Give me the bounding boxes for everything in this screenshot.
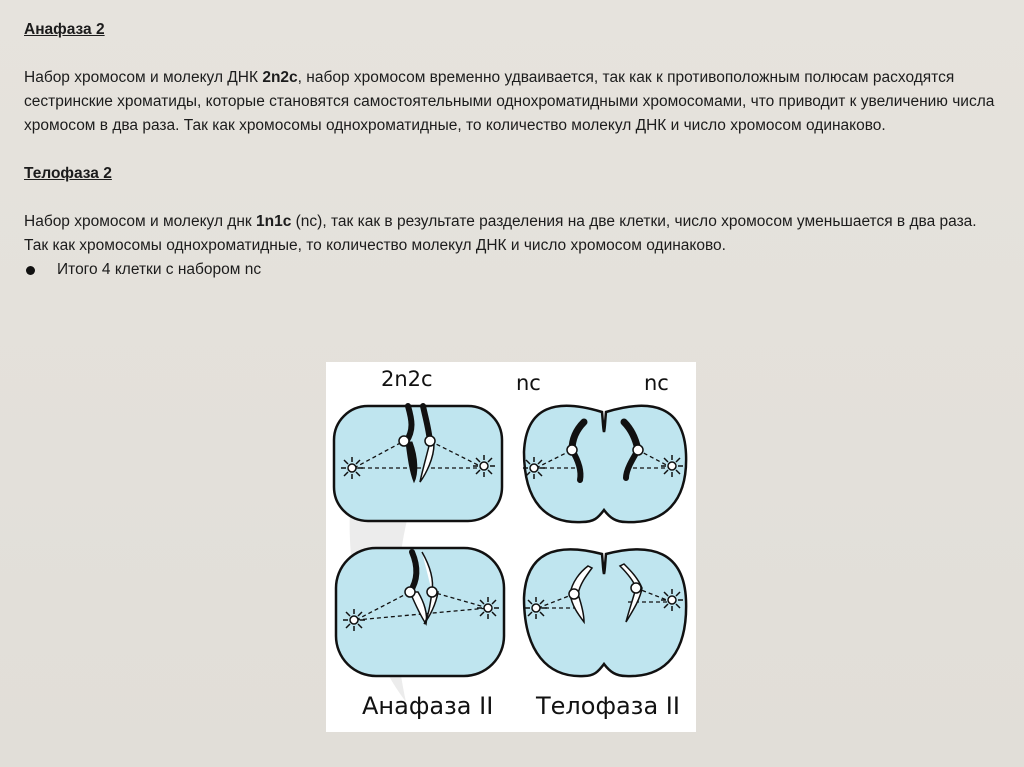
telophase-formula: 1n1c xyxy=(256,213,292,230)
label-nc-left: nc xyxy=(516,371,541,395)
anaphase-heading: Анафаза 2 xyxy=(24,21,105,38)
anaphase-formula: 2n2c xyxy=(262,69,298,86)
anaphase-cell-top xyxy=(334,406,502,521)
telophase-paragraph xyxy=(24,210,1004,258)
telophase-cell-bottom xyxy=(524,549,686,676)
label-nc-right: nc xyxy=(644,371,669,395)
bullet-dot-icon xyxy=(26,266,35,275)
anaphase-paragraph xyxy=(24,66,1004,138)
meiosis-diagram xyxy=(326,362,696,732)
summary-bullet-text: Итого 4 клетки с набором nc xyxy=(57,261,262,278)
label-2n2c: 2n2c xyxy=(381,367,433,391)
meiosis-figure xyxy=(326,362,696,732)
caption-telophase: Телофаза II xyxy=(536,692,680,720)
anaphase-cell-bottom xyxy=(336,548,504,676)
telophase-cell-top xyxy=(523,406,686,522)
text-block xyxy=(24,18,1004,282)
telophase-heading: Телофаза 2 xyxy=(24,165,112,182)
anaphase-text-start: Набор хромосом и молекул ДНК xyxy=(24,69,263,86)
summary-bullet xyxy=(24,258,1004,282)
telophase-text-end: (nc), так как в результате разделения на две клетки, число хромосом уменьшается в два раза. Так как хромосомы однохроматидные, то количество молекул ДНК и число хромосом одинаково. xyxy=(24,213,977,254)
caption-anaphase: Анафаза II xyxy=(362,692,494,720)
telophase-text-start: Набор хромосом и молекул днк xyxy=(24,213,256,230)
anaphase-text-end: , набор хромосом временно удваивается, так как к противоположным полюсам расходятся сестринские хроматиды, которые становятся самостоятельными однохроматидными хромосомами, что приводит к увеличению числа хромосом в два раза. Так как хромосомы однохроматидные, то количество молекул ДНК и число хромосом одинаково. xyxy=(24,69,995,134)
